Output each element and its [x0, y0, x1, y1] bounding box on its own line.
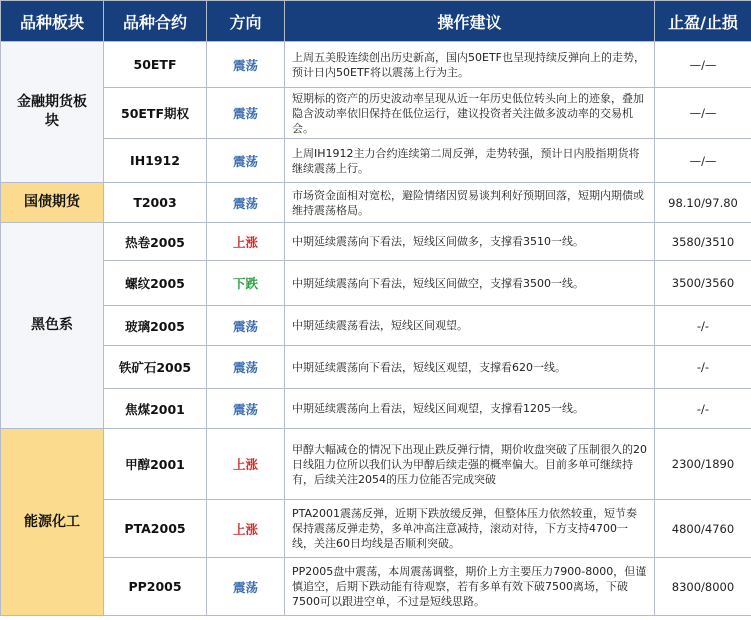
- contract-cell: IH1912: [104, 139, 207, 183]
- table-row: [1, 139, 751, 183]
- stop-cell: 8300/8000: [655, 558, 751, 616]
- header-direction: 方向: [207, 1, 285, 42]
- direction-cell: 震荡: [207, 346, 285, 389]
- stop-cell: -/-: [655, 346, 751, 389]
- table-row: [1, 429, 751, 500]
- advice-cell: 中期延续震荡向下看法，短线区间做多，支撑看3510一线。: [285, 223, 655, 261]
- sector-cell-ferrous: 黑色系: [1, 223, 104, 429]
- sector-label: 金融期货板块: [17, 94, 87, 129]
- contract-cell: T2003: [104, 183, 207, 223]
- sector-cell-bond: 国债期货: [1, 183, 104, 223]
- advice-cell: 中期延续震荡向下看法，短线区间做空，支撑看3500一线。: [285, 261, 655, 306]
- direction-cell: 上涨: [207, 429, 285, 500]
- stop-cell: —/—: [655, 88, 751, 139]
- direction-cell: 震荡: [207, 306, 285, 346]
- table-row: [1, 306, 751, 346]
- contract-cell: 螺纹2005: [104, 261, 207, 306]
- contract-cell: 甲醇2001: [104, 429, 207, 500]
- direction-cell: 震荡: [207, 183, 285, 223]
- stop-cell: —/—: [655, 42, 751, 88]
- stop-cell: 3500/3560: [655, 261, 751, 306]
- stop-cell: -/-: [655, 389, 751, 429]
- advice-cell: 中期延续震荡向上看法，短线区间观望，支撑看1205一线。: [285, 389, 655, 429]
- direction-cell: 震荡: [207, 42, 285, 88]
- table-row: [1, 223, 751, 261]
- advice-cell: 市场资金面相对宽松，避险情绪因贸易谈判利好预期回落，短期内期债或维持震荡格局。: [285, 183, 655, 223]
- stop-cell: —/—: [655, 139, 751, 183]
- contract-cell: 热卷2005: [104, 223, 207, 261]
- advice-cell: PP2005盘中震荡，本周震荡调整，期价上方主要压力7900-8000，但谨慎追空，后期下跌动能有待观察，若有多单有效下破7500离场，下破7500可以跟进空单，不过是短线思路。: [285, 558, 655, 616]
- sector-cell-energy: 能源化工: [1, 429, 104, 616]
- direction-cell: 震荡: [207, 139, 285, 183]
- table-row: [1, 389, 751, 429]
- contract-cell: 铁矿石2005: [104, 346, 207, 389]
- stop-cell: 3580/3510: [655, 223, 751, 261]
- stop-cell: 98.10/97.80: [655, 183, 751, 223]
- table-row: [1, 183, 751, 223]
- contract-cell: PP2005: [104, 558, 207, 616]
- contract-cell: 50ETF: [104, 42, 207, 88]
- contract-cell: PTA2005: [104, 500, 207, 558]
- advice-cell: 短期标的资产的历史波动率呈现从近一年历史低位转头向上的迹象，叠加隐含波动率依旧保持在低位运行，建议投资者关注做多波动率的交易机会。: [285, 88, 655, 139]
- direction-cell: 上涨: [207, 500, 285, 558]
- advice-cell: 上周五美股连续创出历史新高，国内50ETF也呈现持续反弹向上的走势，预计日内50ETF将以震荡上行为主。: [285, 42, 655, 88]
- table-row: [1, 261, 751, 306]
- stop-cell: 2300/1890: [655, 429, 751, 500]
- direction-cell: 震荡: [207, 389, 285, 429]
- direction-cell: 震荡: [207, 558, 285, 616]
- advice-cell: 中期延续震荡看法，短线区间观望。: [285, 306, 655, 346]
- table-row: [1, 88, 751, 139]
- table-header-row: [1, 1, 751, 42]
- sector-cell-financial: [1, 42, 104, 183]
- header-contract: 品种合约: [104, 1, 207, 42]
- contract-cell: 玻璃2005: [104, 306, 207, 346]
- table-row: [1, 558, 751, 616]
- advice-cell: 甲醇大幅减仓的情况下出现止跌反弹行情，期价收盘突破了压制很久的20日线阻力位所以我们认为甲醇后续走强的概率偏大。目前多单可继续持有，后续关注2054的压力位能否完成突破: [285, 429, 655, 500]
- stop-cell: 4800/4760: [655, 500, 751, 558]
- table-row: [1, 42, 751, 88]
- contract-cell: 50ETF期权: [104, 88, 207, 139]
- direction-cell: 上涨: [207, 223, 285, 261]
- advice-cell: PTA2001震荡反弹，近期下跌放缓反弹，但整体压力依然较重，短节奏保持震荡反弹走势，多单冲高注意减持，滚动对待，下方支持4700一线，关注60日均线是否顺利突破。: [285, 500, 655, 558]
- direction-cell: 下跌: [207, 261, 285, 306]
- advice-cell: 上周IH1912主力合约连续第二周反弹，走势转强，预计日内股指期货将继续震荡上行。: [285, 139, 655, 183]
- table-row: [1, 500, 751, 558]
- header-stop: 止盈/止损: [655, 1, 751, 42]
- stop-cell: -/-: [655, 306, 751, 346]
- header-sector: 品种板块: [1, 1, 104, 42]
- header-advice: 操作建议: [285, 1, 655, 42]
- contract-cell: 焦煤2001: [104, 389, 207, 429]
- advice-cell: 中期延续震荡向下看法，短线区观望，支撑看620一线。: [285, 346, 655, 389]
- table-row: [1, 346, 751, 389]
- direction-cell: 震荡: [207, 88, 285, 139]
